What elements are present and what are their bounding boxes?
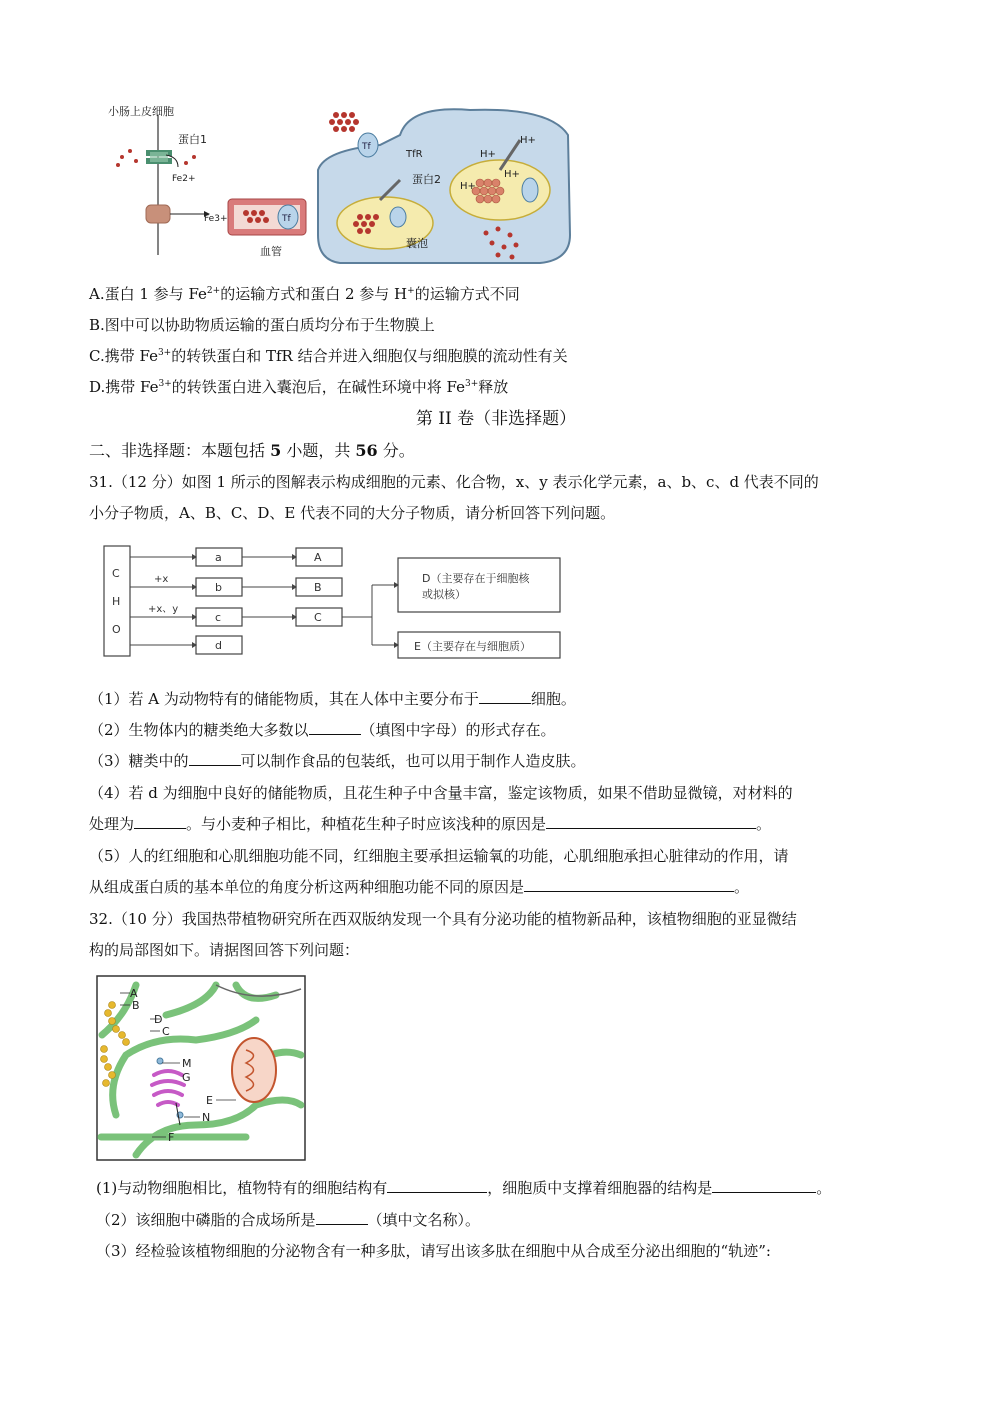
label-plus-x: +x (154, 574, 169, 585)
section-heading: 二、非选择题：本题包括 5 小题，共 56 分。 (89, 441, 415, 460)
label-d: D (154, 1013, 163, 1026)
label-vesicle: 囊泡 (406, 237, 428, 250)
q31-sub1: （1）若 A 为动物特有的储能物质，其在人体中主要分布于 细胞。 (89, 690, 576, 708)
label-h-2: H+ (480, 149, 496, 160)
label-h-3: H+ (460, 181, 476, 192)
label-f: F (168, 1131, 175, 1144)
label-h-4: H+ (504, 169, 520, 180)
q31-sub5-line1: （5）人的红细胞和心肌细胞功能不同，红细胞主要承担运输氧的功能，心肌细胞承担心脏律动的作用，请 (89, 847, 789, 865)
small-d: d (215, 639, 222, 652)
small-c: c (215, 611, 222, 624)
option-d: D.携带 $Fe^{3+}$的转铁蛋白进入囊泡后，在碱性环境中将 $Fe^{3+}$释放 (89, 378, 509, 396)
large-c: C (314, 611, 322, 624)
label-a: A (130, 987, 138, 1000)
q31-sub5-line2: 从组成蛋白质的基本单位的角度分析这两种细胞功能不同的原因是 。 (89, 878, 750, 896)
large-a: A (314, 551, 322, 564)
label-h-1: H+ (520, 135, 536, 146)
q31-sub4-line2: 处理为 。与小麦种子相比，种植花生种子时应该浅种的原因是 。 (89, 815, 772, 833)
option-a: A.蛋白 1 参与 $Fe^{2+}$的运输方式和蛋白 2 参与 H+的运输方式不同 (89, 285, 520, 303)
element-h: H (112, 595, 121, 608)
q32-stem-line2: 构的局部图如下。请据图回答下列问题： (89, 941, 360, 959)
box-e: E（主要存在与细胞质） (414, 640, 531, 653)
q31-sub2: （2）生物体内的糖类绝大多数以 （填图中字母）的形式存在。 (89, 721, 556, 739)
label-b: B (132, 999, 140, 1012)
small-a: a (215, 551, 222, 564)
element-c: C (112, 567, 120, 580)
element-o: O (112, 623, 121, 636)
label-e: E (206, 1094, 213, 1107)
label-fe2: Fe2+ (172, 174, 196, 184)
q31-sub4-line1: （4）若 d 为细胞中良好的储能物质，且花生种子中含量丰富，鉴定该物质，如果不借助显微镜，对材料的 (89, 784, 793, 802)
label-intestinal-cell: 小肠上皮细胞 (108, 105, 174, 118)
label-tf-vessel: Tf (282, 214, 291, 224)
label-m: M (182, 1057, 192, 1070)
option-c: C.携带 $Fe^{3+}$的转铁蛋白和 TfR 结合并进入细胞仅与细胞膜的流动性有关 (89, 347, 568, 365)
iron-transport-figure (100, 95, 600, 270)
label-vessel: 血管 (260, 245, 282, 258)
label-plus-xy: +x、y (148, 604, 179, 615)
option-b: B.图中可以协助物质运输的蛋白质均分布于生物膜上 (89, 316, 435, 334)
q32-sub3: （3）经检验该植物细胞的分泌物含有一种多肽，请写出该多肽在细胞中从合成至分泌出细胞的“轨迹”: (96, 1242, 771, 1260)
q31-stem-line1: 31.（12 分）如图 1 所示的图解表示构成细胞的元素、化合物，x、y 表示化学元素，a、b、c、d 代表不同的 (89, 473, 819, 491)
label-c: C (162, 1025, 170, 1038)
q32-sub1: (1)与动物细胞相比，植物特有的细胞结构有 ，细胞质中支撑着细胞器的结构是 。 (96, 1179, 832, 1197)
label-protein2: 蛋白2 (412, 173, 441, 186)
q31-stem-line2: 小分子物质，A、B、C、D、E 代表不同的大分子物质，请分析回答下列问题。 (89, 504, 616, 522)
q31-diagram (100, 540, 570, 662)
small-b: b (215, 581, 222, 594)
plant-cell-figure (96, 975, 308, 1163)
label-g: G (182, 1071, 191, 1084)
label-fe3: Fe3+ (204, 214, 228, 224)
large-b: B (314, 581, 322, 594)
label-protein1: 蛋白1 (178, 133, 207, 146)
box-d-line1: D（主要存在于细胞核 (422, 572, 530, 585)
q32-sub2: （2）该细胞中磷脂的合成场所是 （填中文名称）。 (96, 1211, 481, 1229)
box-d-line2: 或拟核） (422, 588, 466, 601)
label-n: N (202, 1111, 211, 1124)
q31-sub3: （3）糖类中的 可以制作食品的包装纸，也可以用于制作人造皮肤。 (89, 752, 586, 770)
label-tfr: TfR (406, 149, 423, 160)
q32-stem-line1: 32.（10 分）我国热带植物研究所在西双版纳发现一个具有分泌功能的植物新品种，该植物细胞的亚显微结 (89, 910, 797, 928)
part-title: 第 II 卷（非选择题） (415, 409, 577, 429)
label-tf-outer: Tf (362, 142, 371, 152)
